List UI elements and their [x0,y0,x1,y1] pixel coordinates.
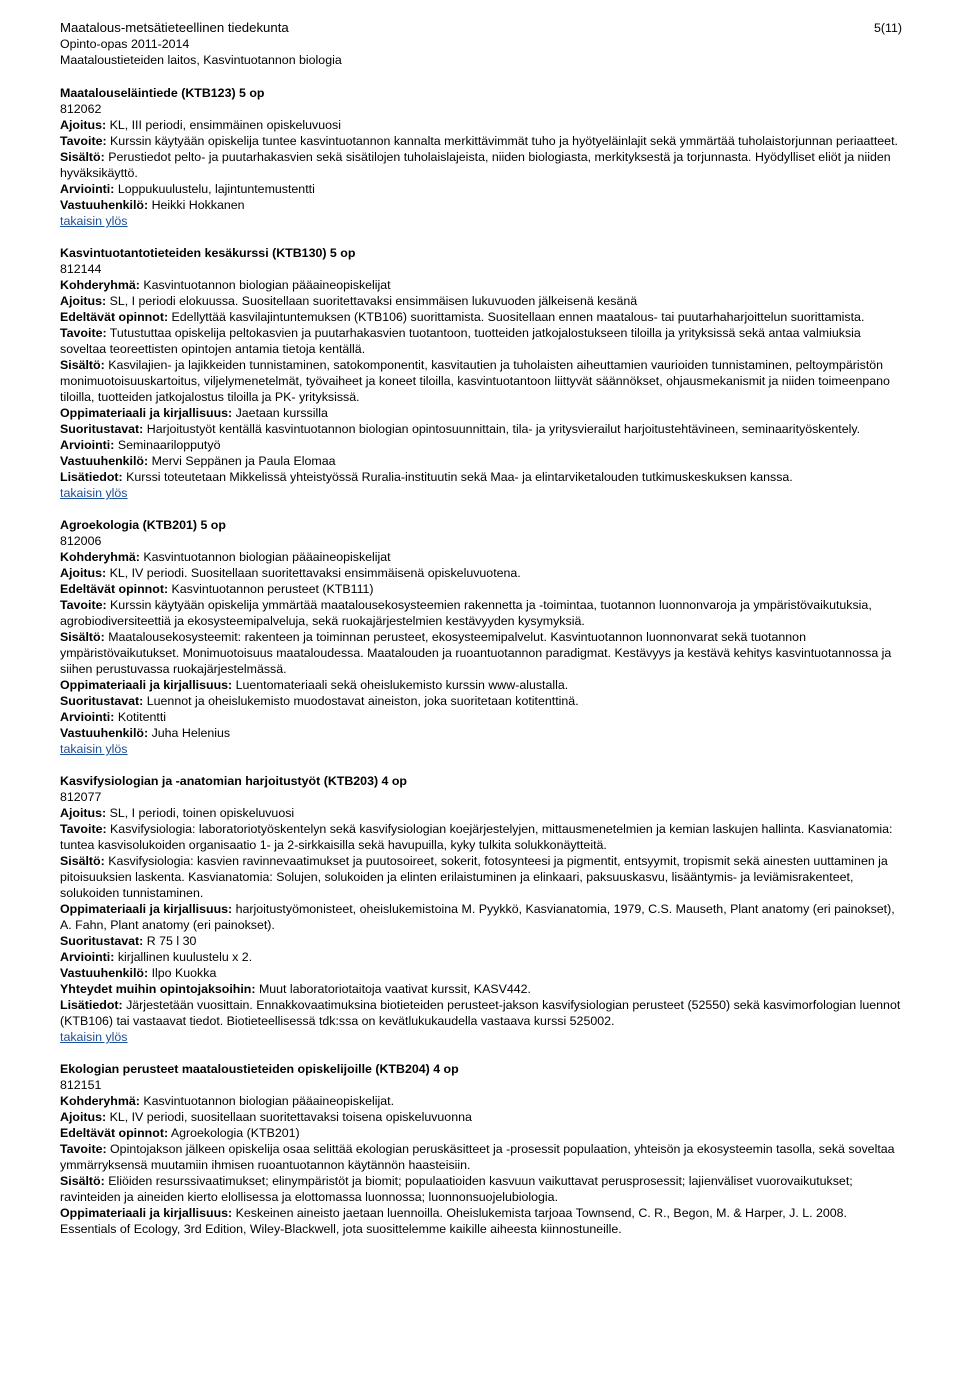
page-header [60,20,902,68]
course-field [60,181,902,197]
field-label: Yhteydet muihin opintojaksoihin: [60,982,256,996]
field-value: Jaetaan kurssilla [232,406,328,420]
field-label: Tavoite: [60,598,107,612]
course-field [60,197,902,213]
field-value: Kurssin käytyään opiskelija tuntee kasvintuotannon kannalta merkittävimmät tuho ja hyötyeläinlajit sekä ymmärtää tuholaistorjunnan periaatteet. [106,134,898,148]
field-value: Agroekologia (KTB201) [168,1126,300,1140]
course-field [60,1093,902,1109]
field-label: Lisätiedot: [60,998,123,1012]
course-title: Kasvifysiologian ja -anatomian harjoitustyöt (KTB203) 4 op [60,774,407,788]
course-section [60,245,902,501]
course-field [60,725,902,741]
field-value: Keskeinen aineisto jaetaan luennoilla. Oheislukemista tarjoaa Townsend, C. R., Begon, M. & Harper, J. L. 2008. Essentials of Ecology, 3rd Edition, Wiley-Blackwell, jota suosittelemme kaikille aiheesta kiinnostuneille. [60,1206,847,1236]
field-value: Mervi Seppänen ja Paula Elomaa [148,454,336,468]
course-field [60,581,902,597]
field-value: KL, IV periodi, suositellaan suoritettavaksi toisena opiskeluvuonna [106,1110,472,1124]
course-field [60,149,902,181]
back-to-top-link[interactable]: takaisin ylös [60,742,128,756]
field-label: Arviointi: [60,182,115,196]
course-field [60,981,902,997]
field-label: Edeltävät opinnot: [60,1126,169,1140]
course-list [60,85,902,1237]
field-value: Kasvintuotannon biologian pääaineopiskelijat [139,550,391,564]
course-field [60,1141,902,1173]
course-field [60,309,902,325]
field-value: harjoitustyömonisteet, oheislukemistoina M. Pyykkö, Kasvianatomia, 1979, C.S. Mauseth, Plant anatomy (eri painokset), A. Fahn, Plant anatomy (eri painokset). [60,902,895,932]
course-field [60,357,902,405]
field-label: Suoritustavat: [60,934,144,948]
field-value: Kasvilajien- ja lajikkeiden tunnistaminen, satokomponentit, kasvitautien ja tuholaisten aiheuttamien vaurioiden tunnistaminen, peltoympäristön monimuotoisuuskartoitus, viljelymenetelmät, työvaiheet ja koneet tiloilla, kasvintuotantoon liittyvät säännökset, ohjausmekanismit ja niiden toimeenpano tiloilla, tuotteiden jatkojalostus tiloilla ja PK- yrityksissä. [60,358,890,404]
field-value: KL, III periodi, ensimmäinen opiskeluvuosi [106,118,341,132]
course-field [60,965,902,981]
field-value: Kasvintuotannon perusteet (KTB111) [168,582,374,596]
field-label: Arviointi: [60,438,115,452]
course-code: 812144 [60,262,102,276]
field-label: Oppimateriaali ja kirjallisuus: [60,1206,233,1220]
field-value: R 75 l 30 [143,934,197,948]
field-label: Edeltävät opinnot: [60,310,169,324]
field-value: Ilpo Kuokka [148,966,217,980]
field-label: Oppimateriaali ja kirjallisuus: [60,902,233,916]
course-field [60,805,902,821]
course-field [60,437,902,453]
course-field [60,853,902,901]
field-value: Edellyttää kasvilajintuntemuksen (KTB106) suorittamista. Suositellaan ennen maatalous- tai puutarhaharjoittelun suorittamista. [168,310,865,324]
course-section [60,1061,902,1237]
course-field [60,325,902,357]
field-value: Muut laboratoriotaitoja vaativat kurssit, KASV442. [255,982,531,996]
field-value: Opintojakson jälkeen opiskelija osaa selittää ekologian peruskäsitteet ja -prosessit populaation, yhteisön ja ekosysteemin tasolla, sekä soveltaa ymmärryksensä muutamiin ihmisen ruoantuotannon käytännön haasteisiin. [60,1142,895,1172]
field-label: Vastuuhenkilö: [60,454,149,468]
field-value: Järjestetään vuosittain. Ennakkovaatimuksina biotieteiden perusteet-jakson kasvifysiologian perusteet (52550) sekä kasvimorfologian luennot (KTB106) tai vastaavat tiedot. Biotieteellisessä tdk:ssa on kevätlukukaudella vastaava kurssi 525002. [60,998,901,1028]
course-title: Ekologian perusteet maataloustieteiden opiskelijoille (KTB204) 4 op [60,1062,459,1076]
field-label: Tavoite: [60,326,107,340]
field-value: Kasvintuotannon biologian pääaineopiskelijat. [139,1094,395,1108]
course-field [60,117,902,133]
field-value: Tutustuttaa opiskelija peltokasvien ja puutarhakasvien tuotantoon, tuotteiden jatkojalostukseen tiloilla ja yrityksissä sekä antaa valmiuksia soveltaa teoreettisten opintojen antamia tietoja kentällä. [60,326,861,356]
field-label: Kohderyhmä: [60,1094,140,1108]
field-label: Oppimateriaali ja kirjallisuus: [60,678,233,692]
field-value: KL, IV periodi. Suositellaan suoritettavaksi ensimmäisenä opiskeluvuotena. [106,566,521,580]
field-label: Vastuuhenkilö: [60,726,149,740]
field-label: Suoritustavat: [60,694,144,708]
field-label: Lisätiedot: [60,470,123,484]
course-code: 812062 [60,102,102,116]
field-value: Kurssin käytyään opiskelija ymmärtää maatalousekosysteemien rakennetta ja -toimintaa, tuotannon luonnonvaroja ja ympäristövaikutuksia, agrobiodiversiteettiä ja ekosysteemipalveluja, sekä ruokajärjestelmien kestävyyden kysymyksiä. [60,598,872,628]
field-value: Luentomateriaali sekä oheislukemisto kurssin www-alustalla. [232,678,569,692]
field-value: Harjoitustyöt kentällä kasvintuotannon biologian opintosuunnittain, tila- ja yritysvierailut harjoitustehtävineen, seminaarityöskentely. [143,422,861,436]
course-field [60,1173,902,1205]
field-value: Luennot ja oheislukemisto muodostavat aineiston, joka suoritetaan kotitenttinä. [143,694,579,708]
course-field [60,133,902,149]
course-field [60,1109,902,1125]
field-label: Ajoitus: [60,294,107,308]
course-field [60,949,902,965]
course-code: 812077 [60,790,102,804]
course-section [60,773,902,1045]
field-label: Vastuuhenkilö: [60,966,149,980]
course-section [60,517,902,757]
field-value: SL, I periodi elokuussa. Suositellaan suoritettavaksi ensimmäisen lukuvuoden jälkeisenä kesänä [106,294,638,308]
field-value: Kasvifysiologia: laboratoriotyöskentelyn sekä kasvifysiologian koejärjestelyjen, mittausmenetelmien ja kemian laskujen hallinta. Kasvianatomia: tuntea kasvisolukoiden organisaatio 1- ja 2-sirkkaisilla sekä havupuilla, kyky tulkita solukkonäytteitä. [60,822,893,852]
field-value: Heikki Hokkanen [148,198,245,212]
field-label: Arviointi: [60,950,115,964]
course-field [60,629,902,677]
course-code: 812151 [60,1078,102,1092]
course-field [60,453,902,469]
course-field [60,549,902,565]
field-label: Edeltävät opinnot: [60,582,169,596]
course-field [60,405,902,421]
field-label: Oppimateriaali ja kirjallisuus: [60,406,233,420]
field-value: Seminaarilopputyö [114,438,221,452]
field-value: Kotitentti [114,710,167,724]
field-label: Tavoite: [60,1142,107,1156]
department-name: Maataloustieteiden laitos, Kasvintuotannon biologia [60,53,342,67]
course-title: Kasvintuotantotieteiden kesäkurssi (KTB130) 5 op [60,246,356,260]
course-title: Agroekologia (KTB201) 5 op [60,518,226,532]
field-value: Kasvifysiologia: kasvien ravinnevaatimukset ja puutosoireet, sokerit, fotosynteesi ja pigmentit, entsyymit, tropismit sekä ainesten uuttaminen ja pitoisuuksien laskenta. Kasvianatomia: Solujen, solukoiden ja elinten erilaistuminen ja elinkaari, paksuuskasvu, lisääntymis- ja leviämisrakenteet, solukoiden tunnistaminen. [60,854,888,900]
course-field [60,933,902,949]
course-section [60,85,902,229]
field-value: Kasvintuotannon biologian pääaineopiskelijat [139,278,391,292]
faculty-name: Maatalous-metsätieteellinen tiedekunta [60,20,289,35]
course-field [60,821,902,853]
course-field [60,997,902,1029]
field-label: Ajoitus: [60,118,107,132]
course-field [60,565,902,581]
course-field [60,1125,902,1141]
field-value: Kurssi toteutetaan Mikkelissä yhteistyössä Ruralia-instituutin sekä Maa- ja elintarviketalouden tutkimuskeskuksen kanssa. [122,470,793,484]
field-label: Vastuuhenkilö: [60,198,149,212]
field-value: Juha Helenius [148,726,231,740]
field-label: Sisältö: [60,1174,105,1188]
field-value: SL, I periodi, toinen opiskeluvuosi [106,806,295,820]
back-to-top-link[interactable]: takaisin ylös [60,1030,128,1044]
field-label: Kohderyhmä: [60,278,140,292]
field-value: kirjallinen kuulustelu x 2. [114,950,253,964]
back-to-top-link[interactable]: takaisin ylös [60,486,128,500]
field-label: Sisältö: [60,358,105,372]
course-field [60,421,902,437]
field-label: Ajoitus: [60,1110,107,1124]
field-label: Sisältö: [60,150,105,164]
course-field [60,709,902,725]
field-label: Arviointi: [60,710,115,724]
field-label: Tavoite: [60,134,107,148]
course-field [60,277,902,293]
course-title: Maatalouseläintiede (KTB123) 5 op [60,86,265,100]
study-guide-title: Opinto-opas 2011-2014 [60,37,190,51]
field-value: Perustiedot pelto- ja puutarhakasvien sekä sisätilojen tuholaislajeista, niiden biologiasta, merkityksestä ja torjunnasta. Hyödylliset eliöt ja niiden hyväksikäyttö. [60,150,891,180]
field-value: Eliöiden resurssivaatimukset; elinympäristöt ja biomit; populaatioiden kasvuun vaikuttavat perusprosessit; lajienväliset vuorovaikutukset; ravinteiden ja aineiden kierto elollisessa ja elottomassa luonnossa; luonnonsuojelubiologia. [60,1174,853,1204]
field-value: Loppukuulustelu, lajintuntemustentti [114,182,315,196]
course-code: 812006 [60,534,102,548]
field-label: Tavoite: [60,822,107,836]
course-field [60,293,902,309]
course-field [60,1205,902,1237]
course-field [60,677,902,693]
course-field [60,469,902,485]
field-label: Sisältö: [60,854,105,868]
field-label: Sisältö: [60,630,105,644]
course-field [60,693,902,709]
field-label: Ajoitus: [60,806,107,820]
field-label: Suoritustavat: [60,422,144,436]
page-number: 5(11) [873,21,902,35]
course-field [60,901,902,933]
document-page [60,20,902,1237]
back-to-top-link[interactable]: takaisin ylös [60,214,128,228]
field-label: Ajoitus: [60,566,107,580]
field-value: Maatalousekosysteemit: rakenteen ja toiminnan perusteet, ekosysteemipalvelut. Kasvintuotannon luonnonvarat sekä tuotannon ympäristövaikutukset. Monimuotoisuus maataloudessa. Maatalouden ja ruoantuotannon paradigmat. Kestävyys ja kestävä kehitys kasvintuotannossa ja siihen perustuvassa ruokajärjestelmässä. [60,630,892,676]
course-field [60,597,902,629]
field-label: Kohderyhmä: [60,550,140,564]
